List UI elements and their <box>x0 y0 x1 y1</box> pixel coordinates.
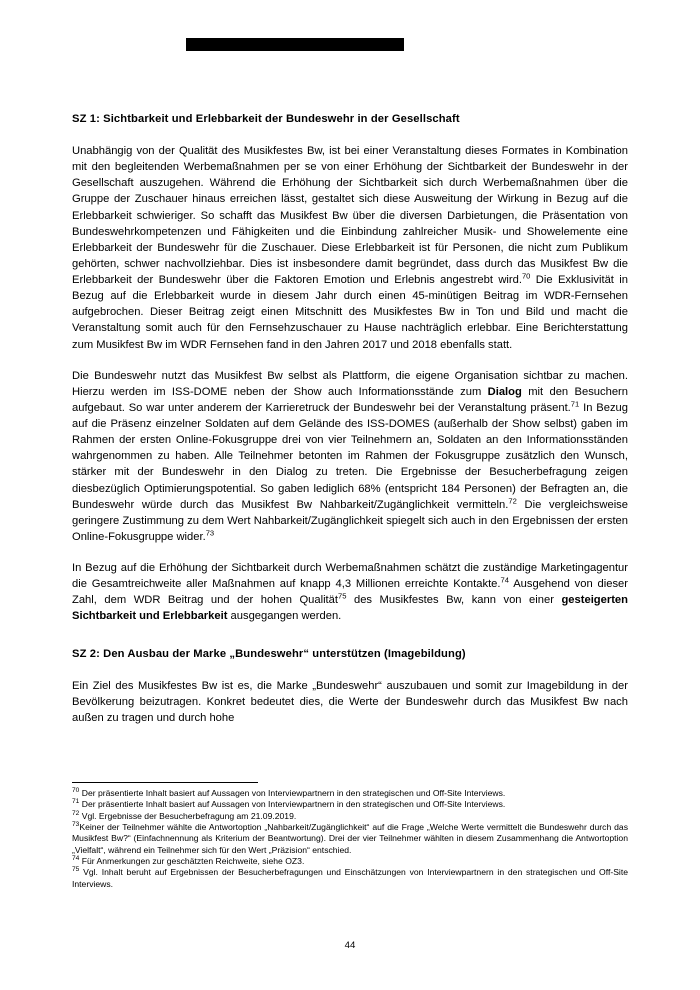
paragraph-2-text-c: In Bezug auf die Präsenz einzelner Soldaten auf dem Gelände des ISS-DOMES (außerhalb der Show selbst) gaben im Rahmen der ersten Online-Fokusgruppe drei von vier Teilnehmern an, Soldaten an den Informationsständen wahrgenommen zu haben. Alle Teilnehmer betonten im Rahmen der Fokusgruppe zusätzlich den Wunsch, stärker mit der Bundeswehr in den Dialog zu treten. Die Ergebnisse der Besucherbefragung zeigen diesbezüglich Optimierungspotential. So gaben lediglich 68% (entspricht 184 Personen) der Befragten an, die Bundeswehr würde durch das Musikfest Bw Nahbarkeit/Zugänglichkeit vermitteln. <box>72 401 628 511</box>
footnote-text: Keiner der Teilnehmer wählte die Antwortoption „Nahbarkeit/Zugänglichkeit“ auf die Frage „Welche Werte vermittelt die Bundeswehr durch das Musikfest Bw?“ (Einfachnennung als Kriterium der Beantwortung). Drei der vier Teilnehmer wählten in diesem Zusammenhang die Antwortoption „Vielfalt“, während ein Teilnehmer sich für den Wert „Präzision“ entschied. <box>72 822 628 855</box>
footnote-ref-72: 72 <box>508 496 517 505</box>
footnote-marker: 70 <box>72 787 80 795</box>
footnote-text: Vgl. Ergebnisse der Besucherbefragung am 21.09.2019. <box>81 810 297 821</box>
footnote-ref-71: 71 <box>570 399 580 409</box>
footnote-marker: 72 <box>72 809 80 817</box>
footnote-marker: 73 <box>72 821 80 829</box>
footnote-text: Für Anmerkungen zur geschätzten Reichweite, siehe OZ3. <box>81 856 305 867</box>
paragraph-2-text-a: Die Bundeswehr nutzt das Musikfest Bw selbst als Plattform, die eigene Organisation sichtbar zu machen. Hierzu werden im ISS-DOME neben der Show auch Informationsstände zum <box>72 369 628 398</box>
section-heading-sz1: SZ 1: Sichtbarkeit und Erlebbarkeit der Bundeswehr in der Gesellschaft <box>72 113 460 125</box>
paragraph-2-text-d: Die vergleichsweise geringere Zustimmung zu dem Wert Nahbarkeit/Zugänglichkeit spiegelt sich auch in den Ergebnissen der ersten Online-Fokusgruppe wider. <box>72 498 628 543</box>
section-heading-sz2: SZ 2: Den Ausbau der Marke „Bundeswehr“ unterstützen (Imagebildung) <box>72 647 466 660</box>
footnote-text: Der präsentierte Inhalt basiert auf Aussagen von Interviewpartnern in den strategischen und Off-Site Interviews. <box>81 788 506 798</box>
footnote-item <box>72 788 628 799</box>
paragraph-2 <box>72 368 628 545</box>
footnote-marker: 74 <box>72 855 80 863</box>
paragraph-3-text-c: des Musikfestes Bw, kann von einer <box>346 594 562 607</box>
paragraph-4: Ein Ziel des Musikfestes Bw ist es, die Marke „Bundeswehr“ auszubauen und somit zur Imagebildung in der Bevölkerung beizutragen. Konkret bedeutet dies, die Werte der Bundeswehr durch das Musikfest Bw nach außen zu tragen und durch hohe <box>72 679 628 724</box>
paragraph-1-text-a: Unabhängig von der Qualität des Musikfestes Bw, ist bei einer Veranstaltung dieses Formates in Kombination mit den begleitenden Werbemaßnahmen per se von einer Erhöhung der Sichtbarkeit der Bundeswehr in der Gesellschaft auszugehen. Während die Erhöhung der Sichtbarkeit sich durch Werbemaßnahmen über die Gruppe der Zuschauer hinaus erreichen lässt, gestaltet sich diese Ausweitung der Wirkung in Bezug auf die Erlebbarkeit schwieriger. So schafft das Musikfest Bw über die diversen Darbietungen, die Präsentation von Bundeswehrkompetenzen und Fähigkeiten und die Einbindung zahlreicher Musik- und Showelemente eine Erlebbarkeit der Bundeswehr für die Zuschauer. Diese Erlebbarkeit ist für Personen, die nicht zum Publikum gehörten, schwer nachvollziehbar. Dies ist insbesondere damit begründet, dass durch das Musikfest Bw die Erlebbarkeit der Bundeswehr über die Faktoren Emotion und Erlebnis angestrebt wird. <box>72 145 628 287</box>
footnote-list <box>72 788 628 890</box>
paragraph-3-text-d: ausgegangen werden. <box>227 610 342 623</box>
footnote-ref-70: 70 <box>521 271 531 281</box>
footnote-ref-74: 74 <box>500 575 509 585</box>
page-number: 44 <box>344 940 356 951</box>
paragraph-3-text-a: In Bezug auf die Erhöhung der Sichtbarkeit durch Werbemaßnahmen schätzt die zuständige Marketingagentur die Gesamtreichweite aller Maßnahmen auf knapp 4,3 Millionen erreichte Kontakte. <box>72 562 628 591</box>
footnote-item <box>72 867 628 890</box>
footnote-item <box>72 856 628 867</box>
footnote-ref-73: 73 <box>205 528 215 538</box>
paragraph-2-bold-dialog: Dialog <box>487 385 522 398</box>
footnote-separator <box>72 782 258 783</box>
paragraph-2-text-b: mit den Besuchern aufgebaut. So war unter anderem der Karrieretruck der Bundeswehr bei der Veranstaltung präsent. <box>72 385 628 414</box>
paragraph-3 <box>72 560 628 625</box>
footnote-area <box>72 782 628 890</box>
footnote-text: Vgl. Inhalt beruht auf Ergebnissen der Besucherbefragungen und Einschätzungen von Interviewpartnern in den strategischen und Off-Site Interviews. <box>72 867 629 889</box>
footnote-text: Der präsentierte Inhalt basiert auf Aussagen von Interviewpartnern in den strategischen und Off-Site Interviews. <box>81 799 506 810</box>
footnote-ref-75: 75 <box>338 591 347 601</box>
document-body <box>72 112 628 726</box>
footnote-marker: 75 <box>72 866 80 874</box>
paragraph-3-text-b: Ausgehend von dieser Zahl, dem WDR Beitrag und der hohen Qualität <box>72 578 628 607</box>
paragraph-3-bold-phrase: gesteigerten Sichtbarkeit und Erlebbarkeit <box>72 594 628 623</box>
redaction-bar <box>186 38 404 51</box>
footnote-marker: 71 <box>72 798 80 806</box>
footnote-item <box>72 822 628 856</box>
footnote-item <box>72 811 628 822</box>
paragraph-1 <box>72 143 628 353</box>
footnote-item <box>72 799 628 810</box>
paragraph-1-text-b: Die Exklusivität in Bezug auf die Erlebbarkeit wurde in diesem Jahr durch einen 45-minütigen Beitrag im WDR-Fernsehen aufgebrochen. Dieser Beitrag zeigt einen Mitschnitt des Musikfestes Bw in Ton und Bild und macht die Veranstaltung somit auch für den Fernsehzuschauer zu Hause nachträglich erlebbar. Eine Berichterstattung zum Musikfest Bw im WDR Fernsehen fand in den Jahren 2017 und 2018 ebenfalls statt. <box>72 274 628 351</box>
